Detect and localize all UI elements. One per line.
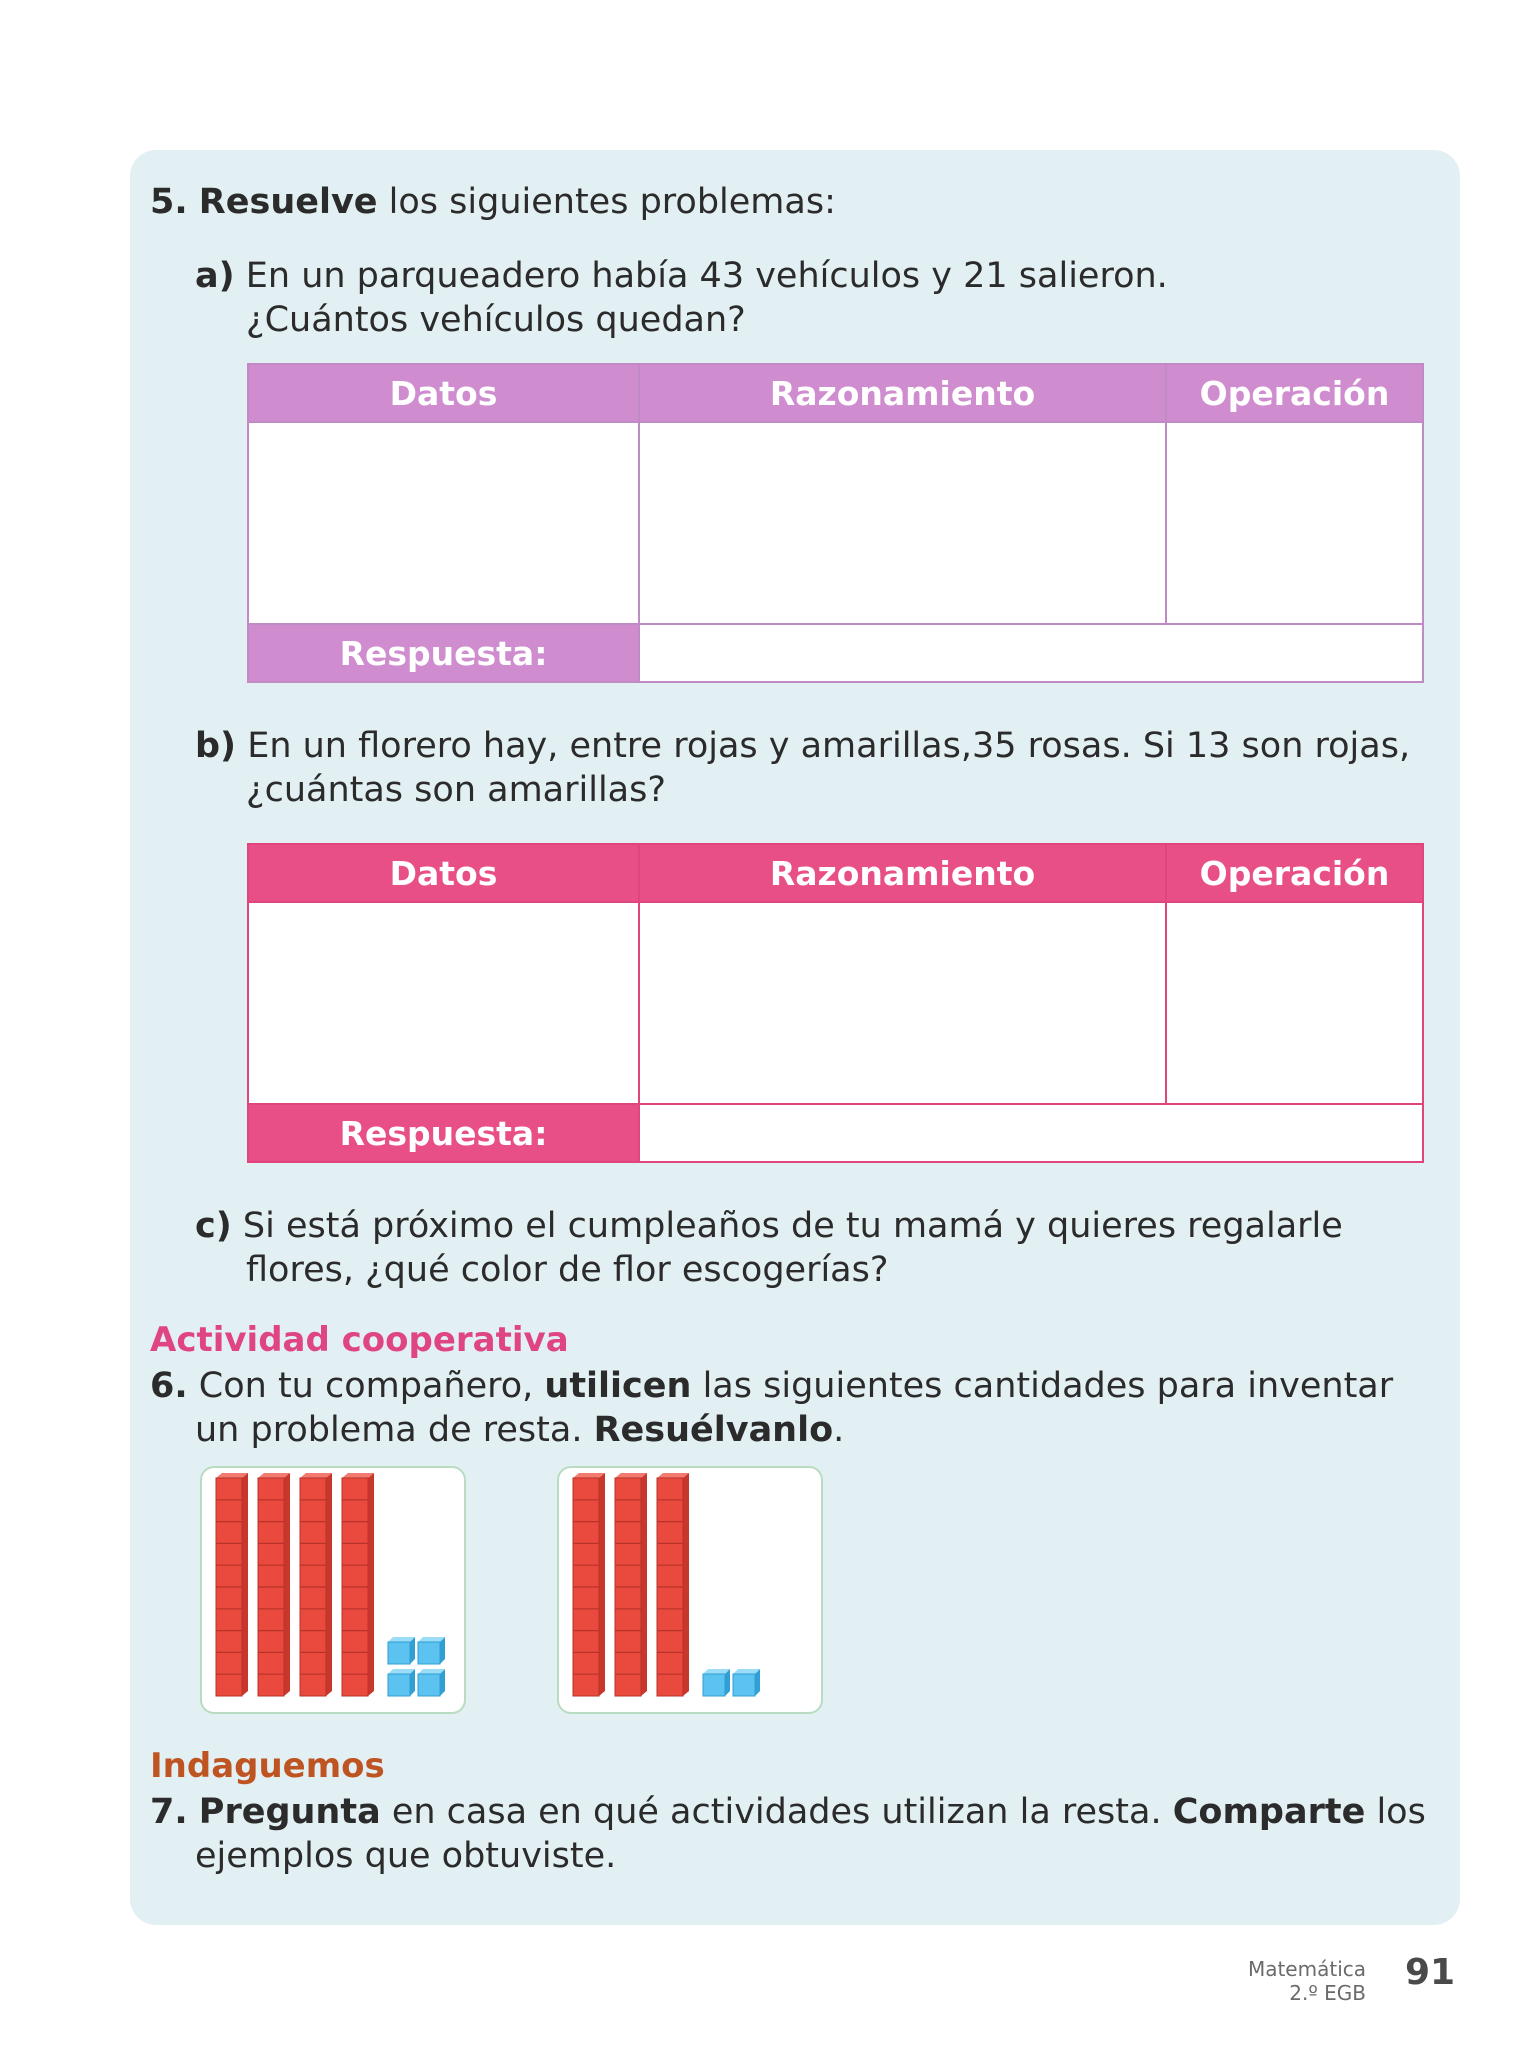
respuesta-cell[interactable] bbox=[639, 1104, 1423, 1162]
ten-rod bbox=[615, 1473, 647, 1696]
instruction-verb: Comparte bbox=[1172, 1792, 1366, 1832]
unit-cube bbox=[418, 1637, 445, 1664]
ten-rod bbox=[657, 1473, 689, 1696]
instruction-text: los siguientes problemas: bbox=[377, 182, 836, 222]
instruction-text: los bbox=[1365, 1792, 1426, 1832]
base-ten-blocks-2 bbox=[559, 1468, 821, 1712]
datos-cell[interactable] bbox=[248, 422, 639, 624]
base-ten-card-1 bbox=[200, 1466, 466, 1714]
instruction-text: . bbox=[833, 1410, 845, 1450]
unit-cube bbox=[418, 1669, 445, 1696]
problem-c-line2: flores, ¿qué color de flor escogerías? bbox=[246, 1250, 889, 1290]
header-razonamiento: Razonamiento bbox=[639, 364, 1166, 422]
question-7-line1 bbox=[150, 1790, 1426, 1834]
ten-rod bbox=[216, 1473, 248, 1696]
question-number: 7. bbox=[150, 1792, 188, 1832]
problem-text: Si está próximo el cumpleaños de tu mamá y quieres regalarle bbox=[242, 1206, 1343, 1246]
indaguemos-title: Indaguemos bbox=[150, 1746, 385, 1786]
base-ten-card-2 bbox=[557, 1466, 823, 1714]
instruction-verb: Resuelve bbox=[198, 182, 378, 222]
datos-cell[interactable] bbox=[248, 902, 639, 1104]
header-razonamiento: Razonamiento bbox=[639, 844, 1166, 902]
problem-letter: c) bbox=[195, 1206, 232, 1246]
header-operacion: Operación bbox=[1166, 364, 1423, 422]
problem-text: En un parqueadero había 43 vehículos y 21 salieron. bbox=[245, 256, 1168, 296]
problem-letter: a) bbox=[195, 256, 235, 296]
instruction-verb: Pregunta bbox=[198, 1792, 381, 1832]
page-number: 91 bbox=[1405, 1952, 1456, 1993]
ten-rod bbox=[258, 1473, 290, 1696]
respuesta-label: Respuesta: bbox=[248, 624, 639, 682]
ten-rod bbox=[342, 1473, 374, 1696]
unit-cube bbox=[388, 1669, 415, 1696]
operacion-cell[interactable] bbox=[1166, 902, 1423, 1104]
header-datos: Datos bbox=[248, 364, 639, 422]
base-ten-blocks-1 bbox=[202, 1468, 464, 1712]
problem-a-line2: ¿Cuántos vehículos quedan? bbox=[246, 300, 746, 340]
problem-letter: b) bbox=[195, 726, 237, 766]
razonamiento-cell[interactable] bbox=[639, 902, 1166, 1104]
problem-b-line1 bbox=[195, 724, 1410, 768]
header-datos: Datos bbox=[248, 844, 639, 902]
operacion-cell[interactable] bbox=[1166, 422, 1423, 624]
question-6-line2 bbox=[195, 1408, 844, 1452]
instruction-text: Con tu compañero, bbox=[198, 1366, 545, 1406]
header-operacion: Operación bbox=[1166, 844, 1423, 902]
ten-rod bbox=[300, 1473, 332, 1696]
footer-grade: 2.º EGB bbox=[1289, 1981, 1366, 2005]
footer-subject: Matemática bbox=[1247, 1957, 1366, 1981]
problem-b-line2: ¿cuántas son amarillas? bbox=[246, 770, 666, 810]
problem-a-line1 bbox=[195, 254, 1168, 298]
problem-b-table bbox=[247, 843, 1424, 1163]
unit-cube bbox=[703, 1669, 730, 1696]
respuesta-label: Respuesta: bbox=[248, 1104, 639, 1162]
respuesta-cell[interactable] bbox=[639, 624, 1423, 682]
cooperative-title: Actividad cooperativa bbox=[150, 1320, 569, 1360]
razonamiento-cell[interactable] bbox=[639, 422, 1166, 624]
question-6-line1 bbox=[150, 1364, 1393, 1408]
instruction-verb: utilicen bbox=[544, 1366, 692, 1406]
question-number: 6. bbox=[150, 1366, 188, 1406]
question-5 bbox=[150, 180, 836, 224]
instruction-verb: Resuélvanlo bbox=[593, 1410, 834, 1450]
unit-cube bbox=[388, 1637, 415, 1664]
question-7-line2: ejemplos que obtuviste. bbox=[195, 1836, 617, 1876]
question-number: 5. bbox=[150, 182, 188, 222]
problem-c-line1 bbox=[195, 1204, 1343, 1248]
problem-text: En un florero hay, entre rojas y amarillas,35 rosas. Si 13 son rojas, bbox=[247, 726, 1411, 766]
problem-a-table bbox=[247, 363, 1424, 683]
instruction-text: las siguientes cantidades para inventar bbox=[691, 1366, 1394, 1406]
ten-rod bbox=[573, 1473, 605, 1696]
instruction-text: en casa en qué actividades utilizan la resta. bbox=[380, 1792, 1173, 1832]
unit-cube bbox=[733, 1669, 760, 1696]
instruction-text: un problema de resta. bbox=[195, 1410, 594, 1450]
